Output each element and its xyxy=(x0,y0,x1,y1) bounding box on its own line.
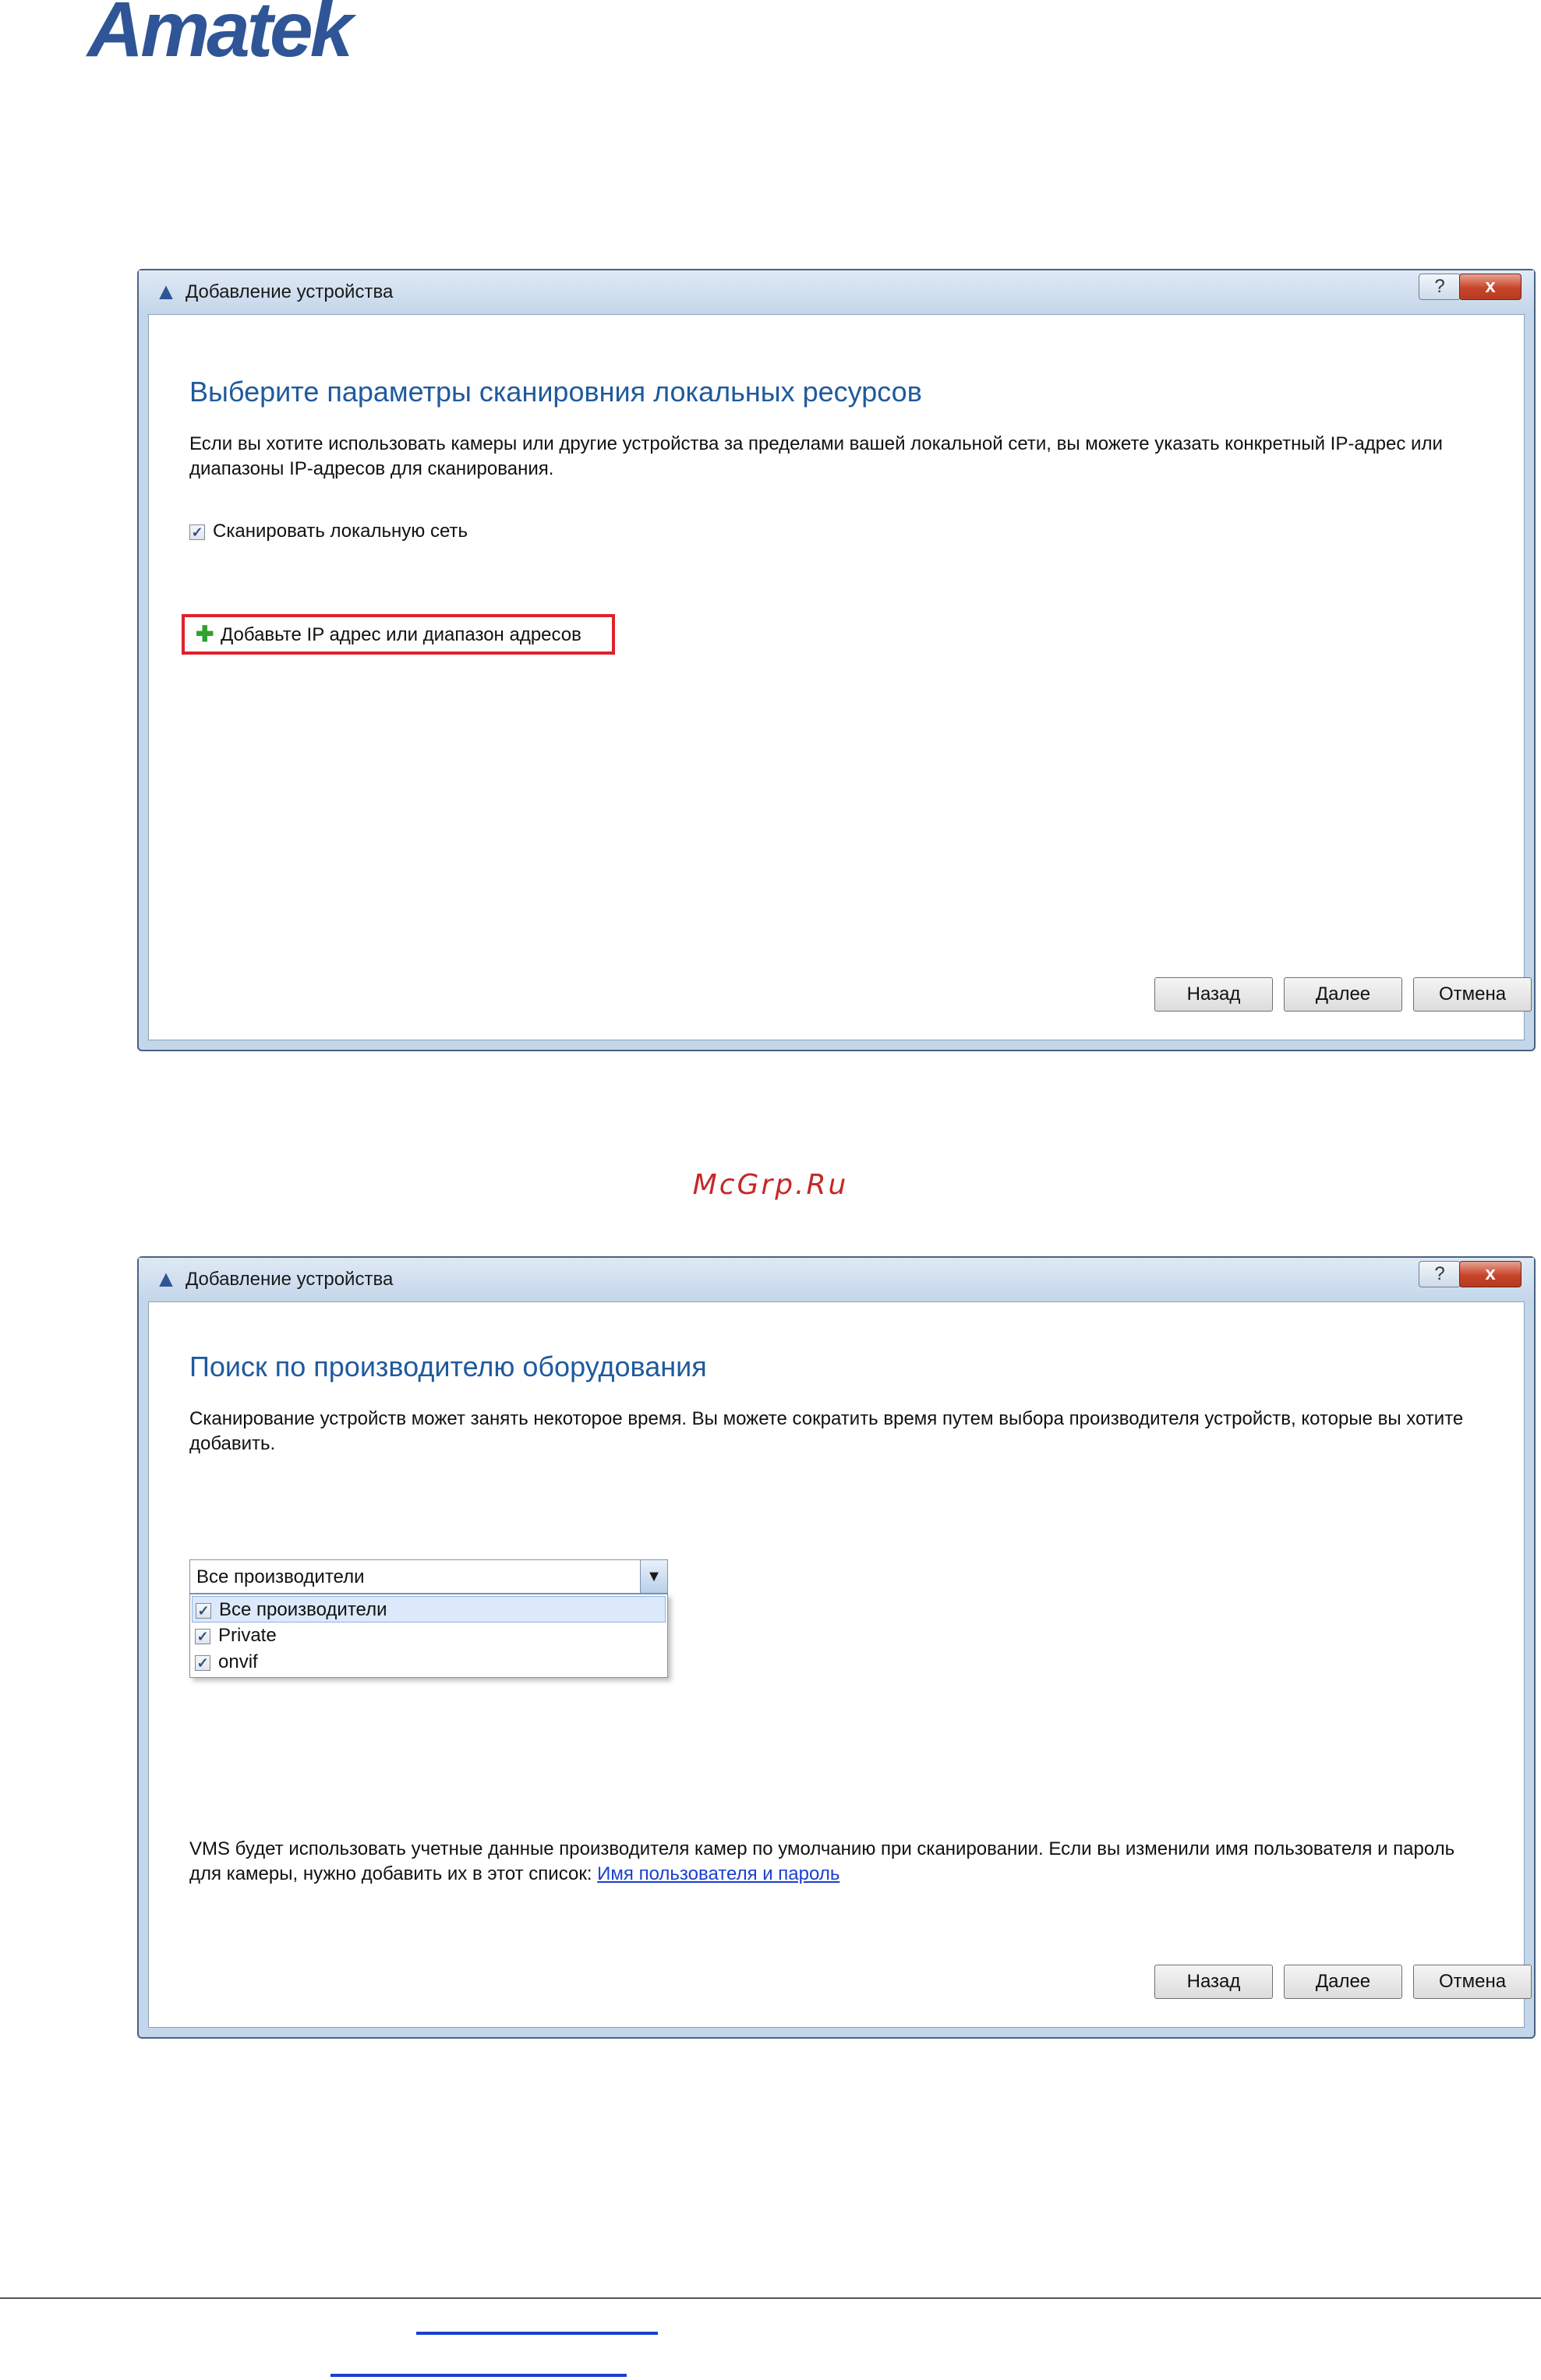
scan-local-network-row[interactable] xyxy=(189,521,468,542)
title-bar[interactable] xyxy=(139,1258,1534,1301)
window-title: Добавление устройства xyxy=(186,281,394,302)
next-button[interactable]: Далее xyxy=(1284,977,1402,1012)
scan-local-checkbox[interactable]: ✓ xyxy=(189,524,205,540)
add-ip-range-link[interactable] xyxy=(182,614,615,655)
description-text: Если вы хотите использовать камеры или другие устройства за пределами вашей локальной сети, вы можете указать конкретный IP-адрес или диапазоны IP-адресов для сканирования. xyxy=(189,433,1443,479)
page-heading: Выберите параметры сканировния локальных ресурсов xyxy=(189,376,922,408)
add-device-dialog-scan-params xyxy=(137,269,1536,1051)
vendor-option-checkbox[interactable]: ✓ xyxy=(195,1629,210,1644)
credentials-link[interactable]: Имя пользователя и пароль xyxy=(597,1863,840,1884)
cancel-button[interactable]: Отмена xyxy=(1413,1965,1532,1999)
close-button[interactable]: x xyxy=(1459,1261,1522,1287)
vendor-option-checkbox[interactable]: ✓ xyxy=(196,1603,211,1619)
vendor-dropdown-list xyxy=(189,1594,668,1678)
vendor-option-checkbox[interactable]: ✓ xyxy=(195,1655,210,1671)
footer-link-underline[interactable] xyxy=(416,2332,658,2335)
vendor-option-onvif[interactable] xyxy=(192,1649,666,1676)
page-heading: Поиск по производителю оборудования xyxy=(189,1351,707,1382)
back-button[interactable]: Назад xyxy=(1154,1965,1273,1999)
back-button[interactable]: Назад xyxy=(1154,977,1273,1012)
amatek-logo: Amatek xyxy=(87,0,351,73)
help-button[interactable]: ? xyxy=(1419,1261,1461,1287)
app-logo-icon: ▲ xyxy=(154,279,178,305)
vendor-option-label: Private xyxy=(218,1625,277,1646)
cancel-button[interactable]: Отмена xyxy=(1413,977,1532,1012)
vendor-option-all[interactable] xyxy=(192,1596,666,1623)
title-bar[interactable] xyxy=(139,270,1534,314)
close-button[interactable]: x xyxy=(1459,274,1522,300)
scan-local-label: Сканировать локальную сеть xyxy=(213,521,468,542)
footer-link-underline[interactable] xyxy=(330,2374,627,2377)
vendor-select[interactable] xyxy=(189,1559,668,1594)
dialog-content xyxy=(148,1301,1525,2028)
window-title: Добавление устройства xyxy=(186,1269,394,1290)
add-device-dialog-vendor-search xyxy=(137,1256,1536,2039)
credentials-note xyxy=(189,1837,1483,1887)
next-button[interactable]: Далее xyxy=(1284,1965,1402,1999)
plus-icon: ✚ xyxy=(196,622,214,646)
watermark-text: McGrp.Ru xyxy=(692,1169,849,1201)
app-logo-icon: ▲ xyxy=(154,1266,178,1292)
footer-divider xyxy=(0,2297,1541,2299)
vendor-option-label: onvif xyxy=(218,1651,258,1672)
vendor-option-private[interactable] xyxy=(192,1623,666,1649)
add-ip-label: Добавьте IP адрес или диапазон адресов xyxy=(221,624,581,645)
chevron-down-icon[interactable]: ▼ xyxy=(640,1560,667,1593)
vendor-select-value: Все производители xyxy=(196,1566,365,1587)
description-text: Сканирование устройств может занять некоторое время. Вы можете сократить время путем выбора производителя устройств, которые вы хотите добавить. xyxy=(189,1408,1464,1454)
dialog-content xyxy=(148,314,1525,1040)
credentials-note-text: VMS будет использовать учетные данные производителя камер по умолчанию при сканировании. Если вы изменили имя пользователя и пароль для камеры, нужно добавить их в этот список: xyxy=(189,1838,1455,1884)
help-button[interactable]: ? xyxy=(1419,274,1461,300)
vendor-option-label: Все производители xyxy=(219,1599,387,1620)
